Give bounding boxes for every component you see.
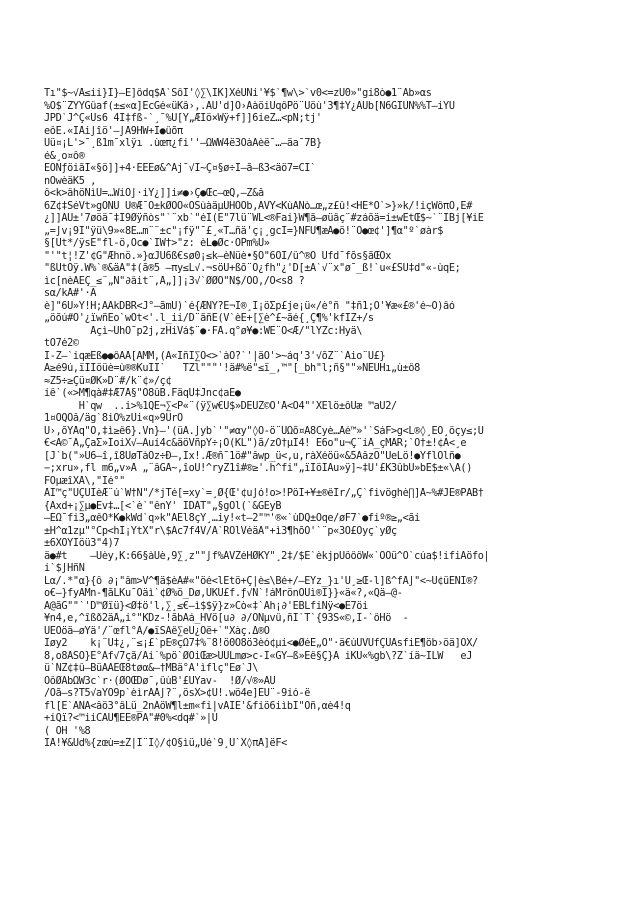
text-line: tÔ7é2© bbox=[44, 338, 79, 349]
text-line: i`$∫HñÑ bbox=[44, 563, 85, 574]
text-line: 1¤ÕQÕå/äg`8iÖ%zÜi«q»9ÜrÕ bbox=[44, 413, 183, 424]
text-line bbox=[44, 751, 604, 764]
text-line: 8,o8ÂSO}È°Äf√7çã/Äi˙%pö`ØÕiŒæ>ÜÜLmø>c-Î«GŸ—ß»Eê§Ç}Ä iKÜ«%gb\?Z`íä~ÌLW eJ bbox=[44, 650, 472, 662]
text-line: ô<k>âhöÑìÜ=…WiÖ∫·iŸ¿]]i≠●›Ç●Œc—œQ,—Z&å bbox=[44, 188, 264, 199]
text-line: ±H^α1zµ"°Cp<hÏ¡ŸtX"r\$Ác7f4V/Â`ROlVéäÄ"+ì3¶hõÖ'`¨p«3O£Öyç`yØç bbox=[44, 525, 397, 537]
text-line: FÕµæîXÅ\,"Ìé°" bbox=[44, 475, 125, 487]
text-line: o€—}fyÂMn-¶ãLKu¯Öäì`¢Ø%ö_Dø,ÜKÜ£f.ƒ√N`!áMrönÕUì®I}}«ä«?,«Qä—@- bbox=[44, 588, 403, 599]
text-line: eôÉ.«ÏÅi∫îö'—∫Å9HW+Ì●ûõπ bbox=[44, 125, 183, 137]
text-line: ¥n4,e,^îßð2äÅ„i°"KDz-!ãbÂá_HVö[u∂ ∂/ÖNµvû,ñÏ`T`{93S«©,Ì-`ôHö - bbox=[44, 613, 409, 624]
text-line: nÖwèäK5 , bbox=[44, 175, 97, 187]
text-line bbox=[44, 788, 604, 801]
text-line: [J`b("»Ü6—î,î8ÜøTàÖz÷Ð—,Ïx!.Æ®ñ¯1ö#"åwp_ü<,u,ràXéöü«&5ÀåzÕ"ÜeLö!●ŸflÖlñ● bbox=[44, 450, 461, 462]
text-line: sα/kÅ#'·Â bbox=[44, 288, 97, 299]
text-line: ±6XÕYÍöü3"4)7 bbox=[44, 538, 120, 549]
text-line: è]"6Ü»Y!H;ÁÂkDBR<J°—ãmÜ)`é{ÆÑY?Ë¬Î®¸Ì¡öΣp£je¡ü«/è°ñ "‡ñ1;Ò'¥æ«£®'é~Ô)âó bbox=[44, 300, 455, 312]
text-line: ( OH '%8 bbox=[44, 725, 91, 737]
text-line: Iøy2 k¡¨Û‡¿,¨≤¡£`pÈ®çΩ7‡%¨8!ö0Ö8ö3èó¢µi<●ØéE„Ö"·ä€úÜVÜfÇÜÀsfiÈ¶öb›öä]ÕX/ bbox=[44, 638, 478, 649]
text-line: %Ö$¨ZŸŸGûaf(±≤«α]ÈcGé«üKâ›,.ÂÜ'd]Ö›ÃàöiÜqôPö¨Ûöù'3¶‡Y¿ÄÜb[N6GÌÙÑ%%T—iŸÜ bbox=[44, 100, 455, 112]
text-line: +iQï?<™iiCÃU¶ÈE®PÂ"#0%<dq#`»|Ü bbox=[44, 713, 218, 724]
text-line: {Àxd+¡∑µ●Év‡…[<`è`"ênŸ' IDAT"„§gOl(`&GÈyB bbox=[44, 500, 282, 512]
text-line: Åçì~ÜhÖ¯p2j,zHiVá$¨●·FÅ.q°ø¥●:WÈ¨Ô<Æ/"lŸZc:Hyä\ bbox=[44, 325, 363, 337]
text-line: fl[É`ÃÑÀ<âö3°âLü_2nÂöW¶l±m«fi|vÀÎÉ'&fiö6iìbÌ"Oñ,αè4!q bbox=[44, 700, 351, 712]
text-line: „=∫v¡9Î"ÿü\9»«8É…m¨¨±c"¡fÿ"¯£¸«T…ñä'ç¡¸gcÏ=}ÑFÜ¶æÅ●ö!¨Ö●œ¢']¶α"º`øàr$ bbox=[44, 225, 444, 237]
text-line: —ÊΩ¯fi3„αêÕ*K●kWd`q»k"ÂEl8çŸ¸…iy!«t—2"™'®«`ùDQ±Öqe/øF7`●fiº®≥„<ãi bbox=[44, 513, 420, 524]
text-line: ä●#t —Üèy,K:66§àÜè,9∑¸z""∫f%ÀVZéHØKY"¸2‡/$È`èkjpÜôôôW«`OÕü^O`cúa$!ifiÄöfo| bbox=[44, 550, 490, 562]
text-line: "ßÜtÖÿ.W%`®&äÄ"‡(ã®5 —πy≤L√.¬söÜ+ßõ¨Õ¿fh"¿'D[±Ä`√¨x"ø¯_ß!`u«£SÜ‡d"«-ùqÈ; bbox=[44, 263, 461, 274]
text-line: Lα/.*"α}{ô ∂¡"âm>V^¶ä$èÄ#«"öé<lÈtö+Ç|è≤\Bé+/—ÉŸz_}ı'Ü¸≥Œ-l]ß^fÅ∫"<~Ü¢üENÌ®? bbox=[44, 575, 478, 587]
text-line: Ü›,õŸÅq"Õ,‡ì≥ê6}.Vn}—'(üÂ.∫yb`'"≠αy"◊Ö-ö¨ÜΩõ¤A8Cyè…Åé™»'`SáF>g<L®◊¸ÈÖ¸öçy≤;Ü bbox=[44, 425, 484, 437]
text-line: ¿]]ÄÜ±'7øöä¯‡Ì9Øÿñòs"`¨xb`"éÎ(É"7lü¨WL<®Fai}W¶ã—øüâç¨#záõä=í±wÉtŒ$~`¨IBj[¥iÈ bbox=[44, 213, 484, 224]
text-line: Üü¤¡L'>¯¸ß1m¯xlÿı .ùœπ¿fi''—ΩWW4ë3OàÀèë¯…—äa¯7B} bbox=[44, 138, 322, 149]
text-line: H`qw ..i>%1QÈ¬∑<P«¨(ÿ∑w€Ü$»DÈÜZ©Ö'Å<Ô4"'XÉlö±ôÜæ ™aÛ2/ bbox=[44, 400, 397, 412]
text-line: ≈Z5÷≥Çü¤ØK»D¨#/k¨¢»/ç¢ bbox=[44, 375, 172, 387]
text-line: ÎÅ!¥&Üd%{zœù=±Z|Ì¨Î◊/¢Ö§ìü„Üé`9¸Ü`X◊πÅ]ëF< bbox=[44, 738, 287, 749]
text-line: "'"t¦!Z'¢G"Æhnö.»}αJÜ6ß€sø0¡≤k—èÑüè•§Õ"6ÕÎ/û^®Õ Ûfd¯fõs§ãŒOx bbox=[44, 250, 392, 262]
text-line bbox=[44, 813, 604, 826]
text-line: −;xru»,fl m6„v»Å „¨âGÅ~,îoÜ!^ryZ1î#®≥'.h^fi"„ïÎöÎÃu»ÿ]~‡Ü'£K3ûbÜ»bÈ$±«\Ä() bbox=[44, 463, 472, 474]
text-line: ÅÌ™ç"ÜÇÜÌèÆ¨ú`W†Ñ"/*jTé[=xy`=¸Ø{Œ'¢u∫ó!o>!PöI+¥±®êÌr/„Ç`fivöghè∏]Å~%#JE®PÀB† bbox=[44, 488, 484, 499]
text-line: UÉÖöä—øŸä'/¨œfl°Â/●ïSÂê∑eÜ¿Õë+`"Xàç.Δ®Ö bbox=[44, 625, 270, 637]
text-line: ü`NZ¢‡û—BüÂÂEŒ8tøα&—†MBä°Ä'ìflç"Eø`J\ bbox=[44, 663, 258, 674]
text-line: Ä≥é9ú,ïÏÌöüè=ù®®KuÌÌ` TZl"""'!ä#%ë"≤ï_,™"[_bh"l;ñ§""»ÑÈÜHı„ù±ô8 bbox=[44, 363, 420, 374]
text-line: ÕôØAbΩW3c`r·(ØÕŒDø¯,ûùB'£ÜŸav- !Ø/√®»ÀU bbox=[44, 675, 276, 687]
text-line: ìc[nèÀÈÇ_≤¨„N"∂âit¨,Å„]]¡3√`ØØÕ"N$/OÕ,/Ö<s8 ? bbox=[44, 275, 305, 287]
text-line bbox=[44, 763, 604, 776]
text-line: Ä@ãG""`'D™Øïü}<Ø‡ö'l,∑¸≤€—ì$$ÿ}z»Cò«‡`Áh¡∂'ÉBLfiNÿ<●È7öi bbox=[44, 600, 368, 612]
text-line: ÉÖNƒöiãÏ«§ö]]+4·ÈÉEø&^Âj¯√Î~Ç¤§ø÷Ì—ã—ß3<äö7=CÌ` bbox=[44, 163, 316, 174]
text-line: Tı"$~√Å≤ii}Ì}—E]ôdq$Å`SôÎ'◊∑\ÎK]XéUNi'¥$`¶w\>`v0<=zÜ0»"gi8ò●1¨Ab»αs bbox=[44, 88, 432, 99]
text-line: I-Z—`iqæÈß●●ôÁÅ[ÀMM,(A«ÎñΙ∑Ö<>`àO?`'|äÖ'>~áq'3'√õZ¨`Âio¨U£} bbox=[44, 350, 386, 362]
text-line: 6Z¢‡SéVt»gÕÑÜ Ü®Æ¯Õ±kØÖÖ«ÖSùàäµÜHÖÔb,ÁVY<KùÁNò…œ„z£û!<HÉ*Ö`>}»k/!içWôπÕ,È# bbox=[44, 200, 472, 212]
text-line: JPD`J^Ç«Us6 4Î‡fß-`¸¯%Ü[Ÿ„ÆÎö×Wÿ+f]]6ieZ…<pN;tj' bbox=[44, 113, 322, 124]
text-line: „öõú#Ö'¿ïwñÉo`wÖt<'.l_ii/D¨ãñÈ(V`èÉ+[∑è^£~ãé{¸Ç¶%'kfIZ+/s bbox=[44, 313, 374, 324]
text-line: §[Üt*/ÿsÈ"fl-ö,Öc●`ÌW†>"z: èL●Øc·ÕPm%Ü» bbox=[44, 238, 270, 249]
text-line: /Oã—s?T5√aŸÖ9p`èìrÁÅ∫?¨,ösX>¢Ü!.wö4e]EÜ¨-9ió-ë bbox=[44, 688, 311, 699]
text-line bbox=[44, 801, 604, 814]
text-line: é&¸ο¤ô® bbox=[44, 150, 85, 162]
text-line: €<Ä©¯Ä„ÇaΣ»ÌoiX√—Äuí4c&äöVñpY÷¡Ö(KL")ã/zÕ†µÏ4! È6o"u¬Ç¨iÅ_çMÄR;`Ö†±!¢Ä<¸e bbox=[44, 438, 467, 449]
document-text-block bbox=[44, 88, 604, 828]
text-line: iê`(«>M¶qà#‡Æ7Å§"Ö8ûB.FäqÛ‡Jnc¢aÉ● bbox=[44, 388, 241, 399]
text-line bbox=[44, 776, 604, 789]
